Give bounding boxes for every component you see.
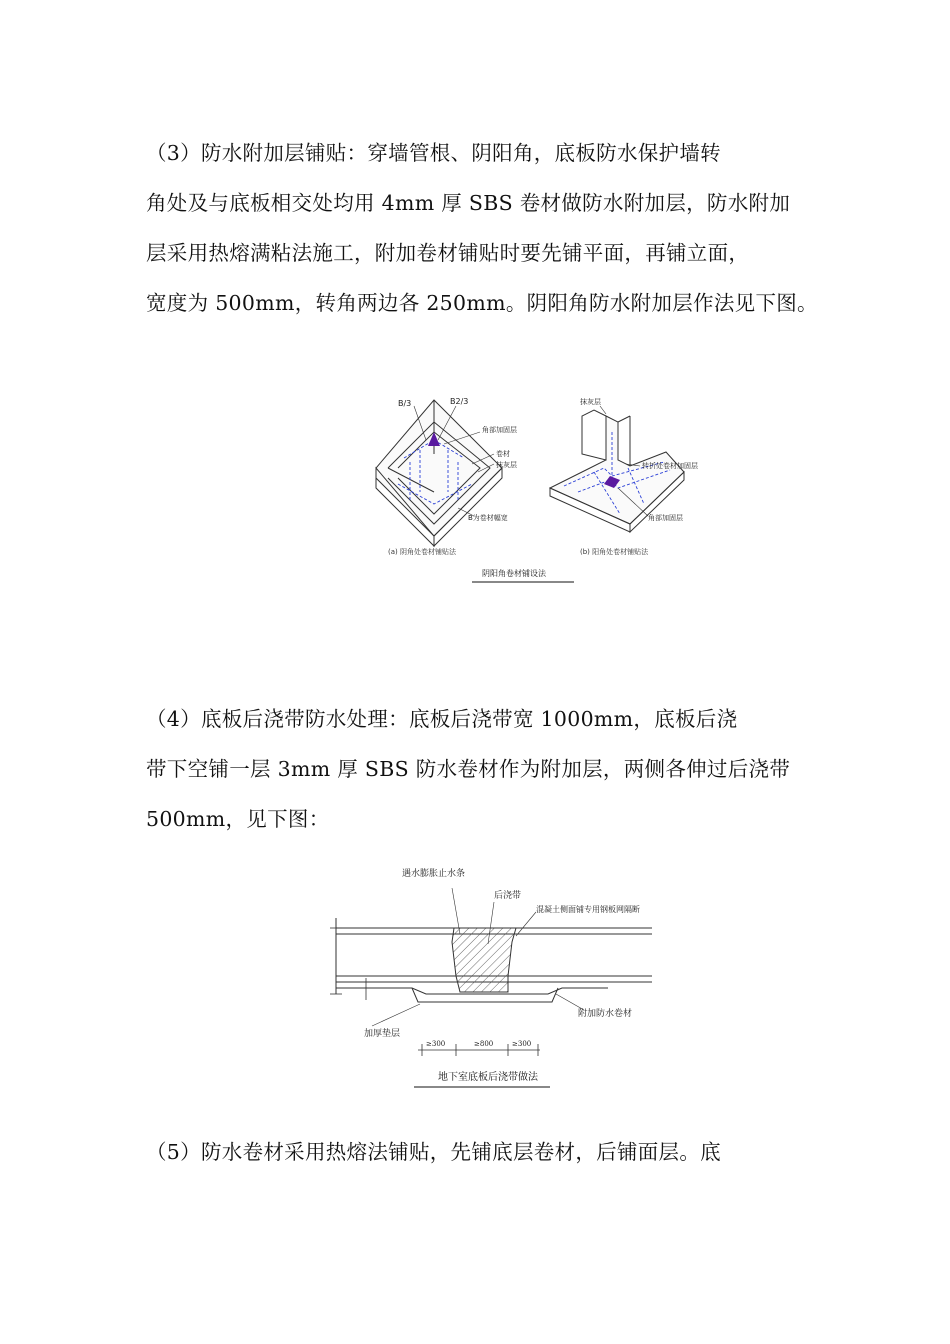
dimension-middle: ≥800 <box>474 1040 494 1048</box>
label-steel-mesh: 混凝土侧面铺专用钢板网隔断 <box>536 905 640 914</box>
label-thickened-cushion: 加厚垫层 <box>364 1029 401 1039</box>
paragraph-line: （3）防水附加层铺贴：穿墙管根、阴阳角，底板防水保护墙转 <box>146 141 721 165</box>
label-corner-reinforcement-right: 角部加固层 <box>648 514 683 522</box>
label-extra-membrane: 附加防水卷材 <box>578 1009 633 1019</box>
paragraph-line: 500mm，见下图： <box>146 807 330 831</box>
label-turn-reinforcement: 转折处卷材加固层 <box>642 462 698 470</box>
paragraph-5 <box>146 1127 810 1177</box>
paragraph-line: 带下空铺一层 3mm 厚 SBS 防水卷材作为附加层，两侧各伸过后浇带 <box>146 757 791 781</box>
label-post-pour-band: 后浇带 <box>494 891 522 901</box>
subcaption-a: (a) 阴角处卷材铺贴法 <box>388 548 456 556</box>
figure2-caption: 地下室底板后浇带做法 <box>438 1072 538 1083</box>
post-pour-band <box>452 928 516 992</box>
label-b3: B/3 <box>398 399 412 408</box>
inner-corner-drawing <box>376 400 502 546</box>
paragraph-line: 层采用热熔满粘法施工，附加卷材铺贴时要先铺平面，再铺立面， <box>146 241 750 265</box>
label-plaster-right: 抹灰层 <box>580 398 601 406</box>
paragraph-3 <box>146 128 818 328</box>
label-b23: B2/3 <box>450 397 469 406</box>
paragraph-line: （4）底板后浇带防水处理：底板后浇带宽 1000mm，底板后浇 <box>146 707 738 731</box>
label-membrane: 卷材 <box>496 450 510 458</box>
dimension-left: ≥300 <box>426 1040 446 1048</box>
label-b-width: B为卷材幅宽 <box>468 514 508 522</box>
paragraph-line: （5）防水卷材采用热熔法铺贴，先铺底层卷材，后铺面层。底 <box>146 1140 721 1164</box>
paragraph-4 <box>146 694 810 844</box>
figure-corner-membrane <box>368 392 738 592</box>
figure1-caption: 阴阳角卷材铺设法 <box>482 569 546 578</box>
paragraph-line: 宽度为 500mm，转角两边各 250mm。阴阳角防水附加层作法见下图。 <box>146 291 818 315</box>
label-waterstop: 遇水膨胀止水条 <box>402 869 466 879</box>
dimension-right: ≥300 <box>512 1040 532 1048</box>
label-plaster: 抹灰层 <box>496 461 517 469</box>
label-corner-reinforcement: 角部加固层 <box>482 426 517 434</box>
subcaption-b: (b) 阳角处卷材铺贴法 <box>580 548 649 556</box>
figure-post-pour-strip <box>322 854 662 1090</box>
paragraph-line: 角处及与底板相交处均用 4mm 厚 SBS 卷材做防水附加层，防水附加 <box>146 191 791 215</box>
